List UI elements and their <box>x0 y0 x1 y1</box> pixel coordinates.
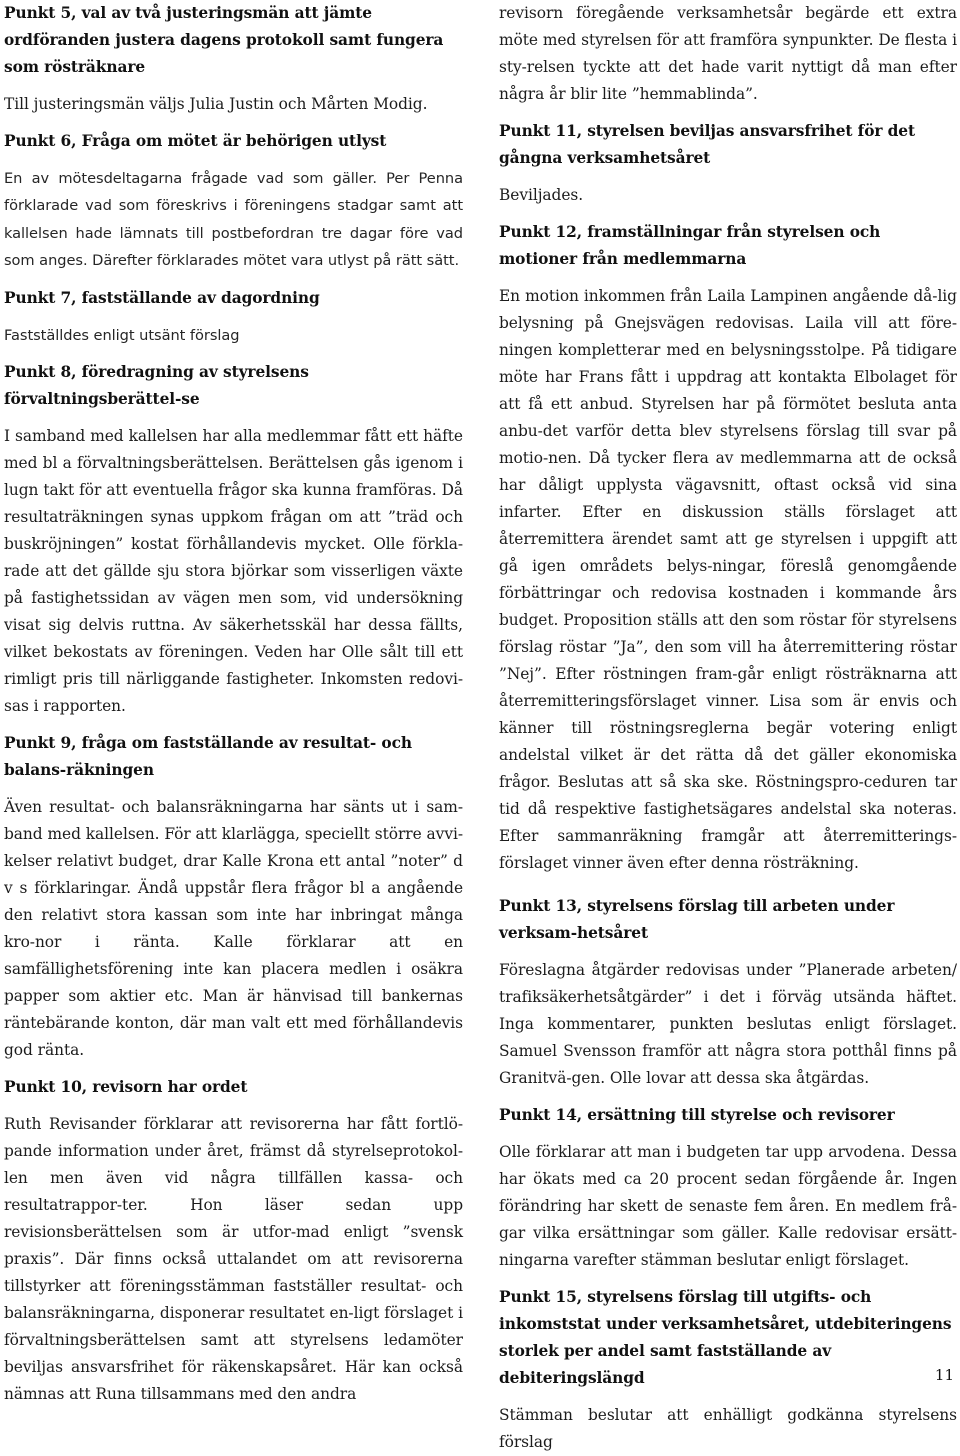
paragraph-punkt-15: Stämman beslutar att enhälligt godkänna styrelsens förslag <box>499 1406 957 1451</box>
paragraph-punkt-8: I samband med kallelsen har alla medlemmar fått ett häfte med bl a förvaltningsberättelsen. Berättelsen gås igenom i lugn takt för att eventuella frågor ska kunna framföras. Då resultaträkningen synas uppkom frågan om att ”träd och buskröjningen” kostat förhållandevis mycket. Olle förkla-rade att det gällde sju stora björkar som visserligen växte på fastighetssidan av vägen men som, vid undersökning visat sig delvis ruttna. Av säkerhetsskäl har dessa fällts, vilket bekostats av föreningen. Veden har Olle sålt till ett rimligt pris till närliggande fastigheter. Inkomsten redovi-sas i rapporten. <box>4 427 463 716</box>
heading-punkt-6: Punkt 6, Fråga om mötet är behörigen utlyst <box>4 132 387 150</box>
paragraph-punkt-13: Föreslagna åtgärder redovisas under ”Planerade arbeten/ trafiksäkerhetsåtgärder” i det i förväg utsända häftet. Inga kommentarer, punkten beslutas enligt förslaget. Samuel Svensson framför att några stora potthål finns på Granitvä-gen. Olle lovar att dessa ska åtgärdas. <box>499 961 957 1087</box>
paragraph-punkt-14: Olle förklarar att man i budgeten tar upp arvodena. Dessa har ökats med ca 20 procent sedan förgående år. Ingen förändring har skett de senaste fem åren. En medlem frå-gar vilka ersättningar som gäller. Kalle redovisar ersätt-ningarna varefter stämman beslutar enligt förslaget. <box>499 1143 957 1269</box>
right-column <box>499 0 957 1456</box>
heading-punkt-11: Punkt 11, styrelsen beviljas ansvarsfrihet för det gångna verksamhetsåret <box>499 122 915 167</box>
heading-punkt-7: Punkt 7, fastställande av dagordning <box>4 288 320 307</box>
heading-punkt-8: Punkt 8, föredragning av styrelsens förvaltningsberättel-se <box>4 363 309 409</box>
paragraph-punkt-12: En motion inkommen från Laila Lampinen angående då-lig belysning på Gnejsvägen redovisas. Laila vill att före-ningen kompletterar med en belysningsstolpe. På tidigare möte har Frans fått i uppdrag att kontakta Elbolaget för att få ett anbud. Styrelsen har på förmötet besluta anta anbu-det varför detta blev styrelsens förslag till svar på motio-nen. Då tycker flera av medlemmarna att de också har dåligt upplysta vägavsnitt, oftast också vid sina infarter. Efter en diskussion ställs förslaget att återremittera ärendet samt att ge styrelsen i uppgift att gå igen områdets belys-ningar, föreslå genomgående förbättringar och redovisa kostnaden i kommande års budget. Proposition ställs att den som röstar för styrelsens förslag röstar ”Ja”, den som vill ha återremittering röstar ”Nej”. Efter röstningen fram-går enligt rösträknarna att återremitteringsförslaget vinner. Lisa som är envis och känner till röstningsreglerna begär votering enligt andelstal vilket är det rätta då det gäller ekonomiska frågor. Beslutas att så ska ske. Röstningspro-ceduren tar tid då respektive fastighetsägares andelstal ska noteras. Efter sammanräkning framgår att återremitterings-förslaget vinner även efter denna rösträkning. <box>499 287 957 872</box>
page-number: 11 <box>934 1366 954 1384</box>
heading-punkt-9: Punkt 9, fråga om fastställande av resultat- och balans-räkningen <box>4 734 412 780</box>
left-column <box>4 0 463 1408</box>
paragraph-punkt-10: Ruth Revisander förklarar att revisorerna har fått fortlö-pande information under året, främst då styrelseprotokol-len men även vid några tillfällen kassa- och resultatrappor-ter. Hon läser sedan upp revisionsberättelsen som är utfor-mad enligt ”svensk praxis”. Där finns också uttalandet om att revisorerna tillstyrker att föreningsstämman fastställer resultat- och balansräkningarna, disponerar resultatet en-ligt förslaget i förvaltningsberättelsen samt att styrelsens ledamöter beviljas ansvarsfrihet för räkenskapsåret. Här kan också nämnas att Runa tillsammans med den andra <box>4 1115 463 1404</box>
heading-punkt-13: Punkt 13, styrelsens förslag till arbeten under verksam-hetsåret <box>499 897 895 942</box>
paragraph-punkt-10-continued: revisorn föregående verksamhetsår begärde ett extra möte med styrelsen för att framföra synpunkter. De flesta i sty-relsen tyckte att det hade varit nyttigt då man efter några år blir lite ”hemmablinda”. <box>499 4 957 103</box>
heading-punkt-15: Punkt 15, styrelsens förslag till utgifts- och inkomststat under verksamhetsåret, utdebiteringens storlek per andel samt fastställande av debiteringslängd <box>499 1288 952 1387</box>
heading-punkt-5: Punkt 5, val av två justeringsmän att jämte ordföranden justera dagens protokoll samt fungera som rösträknare <box>4 4 444 76</box>
paragraph-punkt-9: Även resultat- och balansräkningarna har sänts ut i sam-band med kallelsen. För att klarlägga, speciellt större avvi-kelser relativt budget, drar Kalle Krona ett antal ”noter” d v s förklaringar. Ändå uppstår flera frågor bl a angående den relativt stora kassan som inte har inbringat många kro-nor i ränta. Kalle förklarar att en samfällighetsförening inte kan placera medlen i osäkra papper som aktier etc. Man är hänvisad till bankernas räntebärande konton, där man valt ett med förhållandevis god ränta. <box>4 798 463 1060</box>
heading-punkt-12: Punkt 12, framställningar från styrelsen och motioner från medlemmarna <box>499 223 881 268</box>
paragraph-punkt-6: En av mötesdeltagarna frågade vad som gäller. Per Penna förklarade vad som föreskrivs i föreningens stadgar samt att kallelsen hade lämnats till postbefordran tre dagar före vad som anges. Därefter förklarades mötet vara utlyst på rätt sätt. <box>4 170 463 270</box>
heading-punkt-14: Punkt 14, ersättning till styrelse och revisorer <box>499 1106 895 1124</box>
paragraph-punkt-5: Till justeringsmän väljs Julia Justin och Mårten Modig. <box>4 95 428 113</box>
heading-punkt-10: Punkt 10, revisorn har ordet <box>4 1078 248 1097</box>
paragraph-punkt-7: Fastställdes enligt utsänt förslag <box>4 326 240 344</box>
paragraph-punkt-11: Beviljades. <box>499 186 584 204</box>
